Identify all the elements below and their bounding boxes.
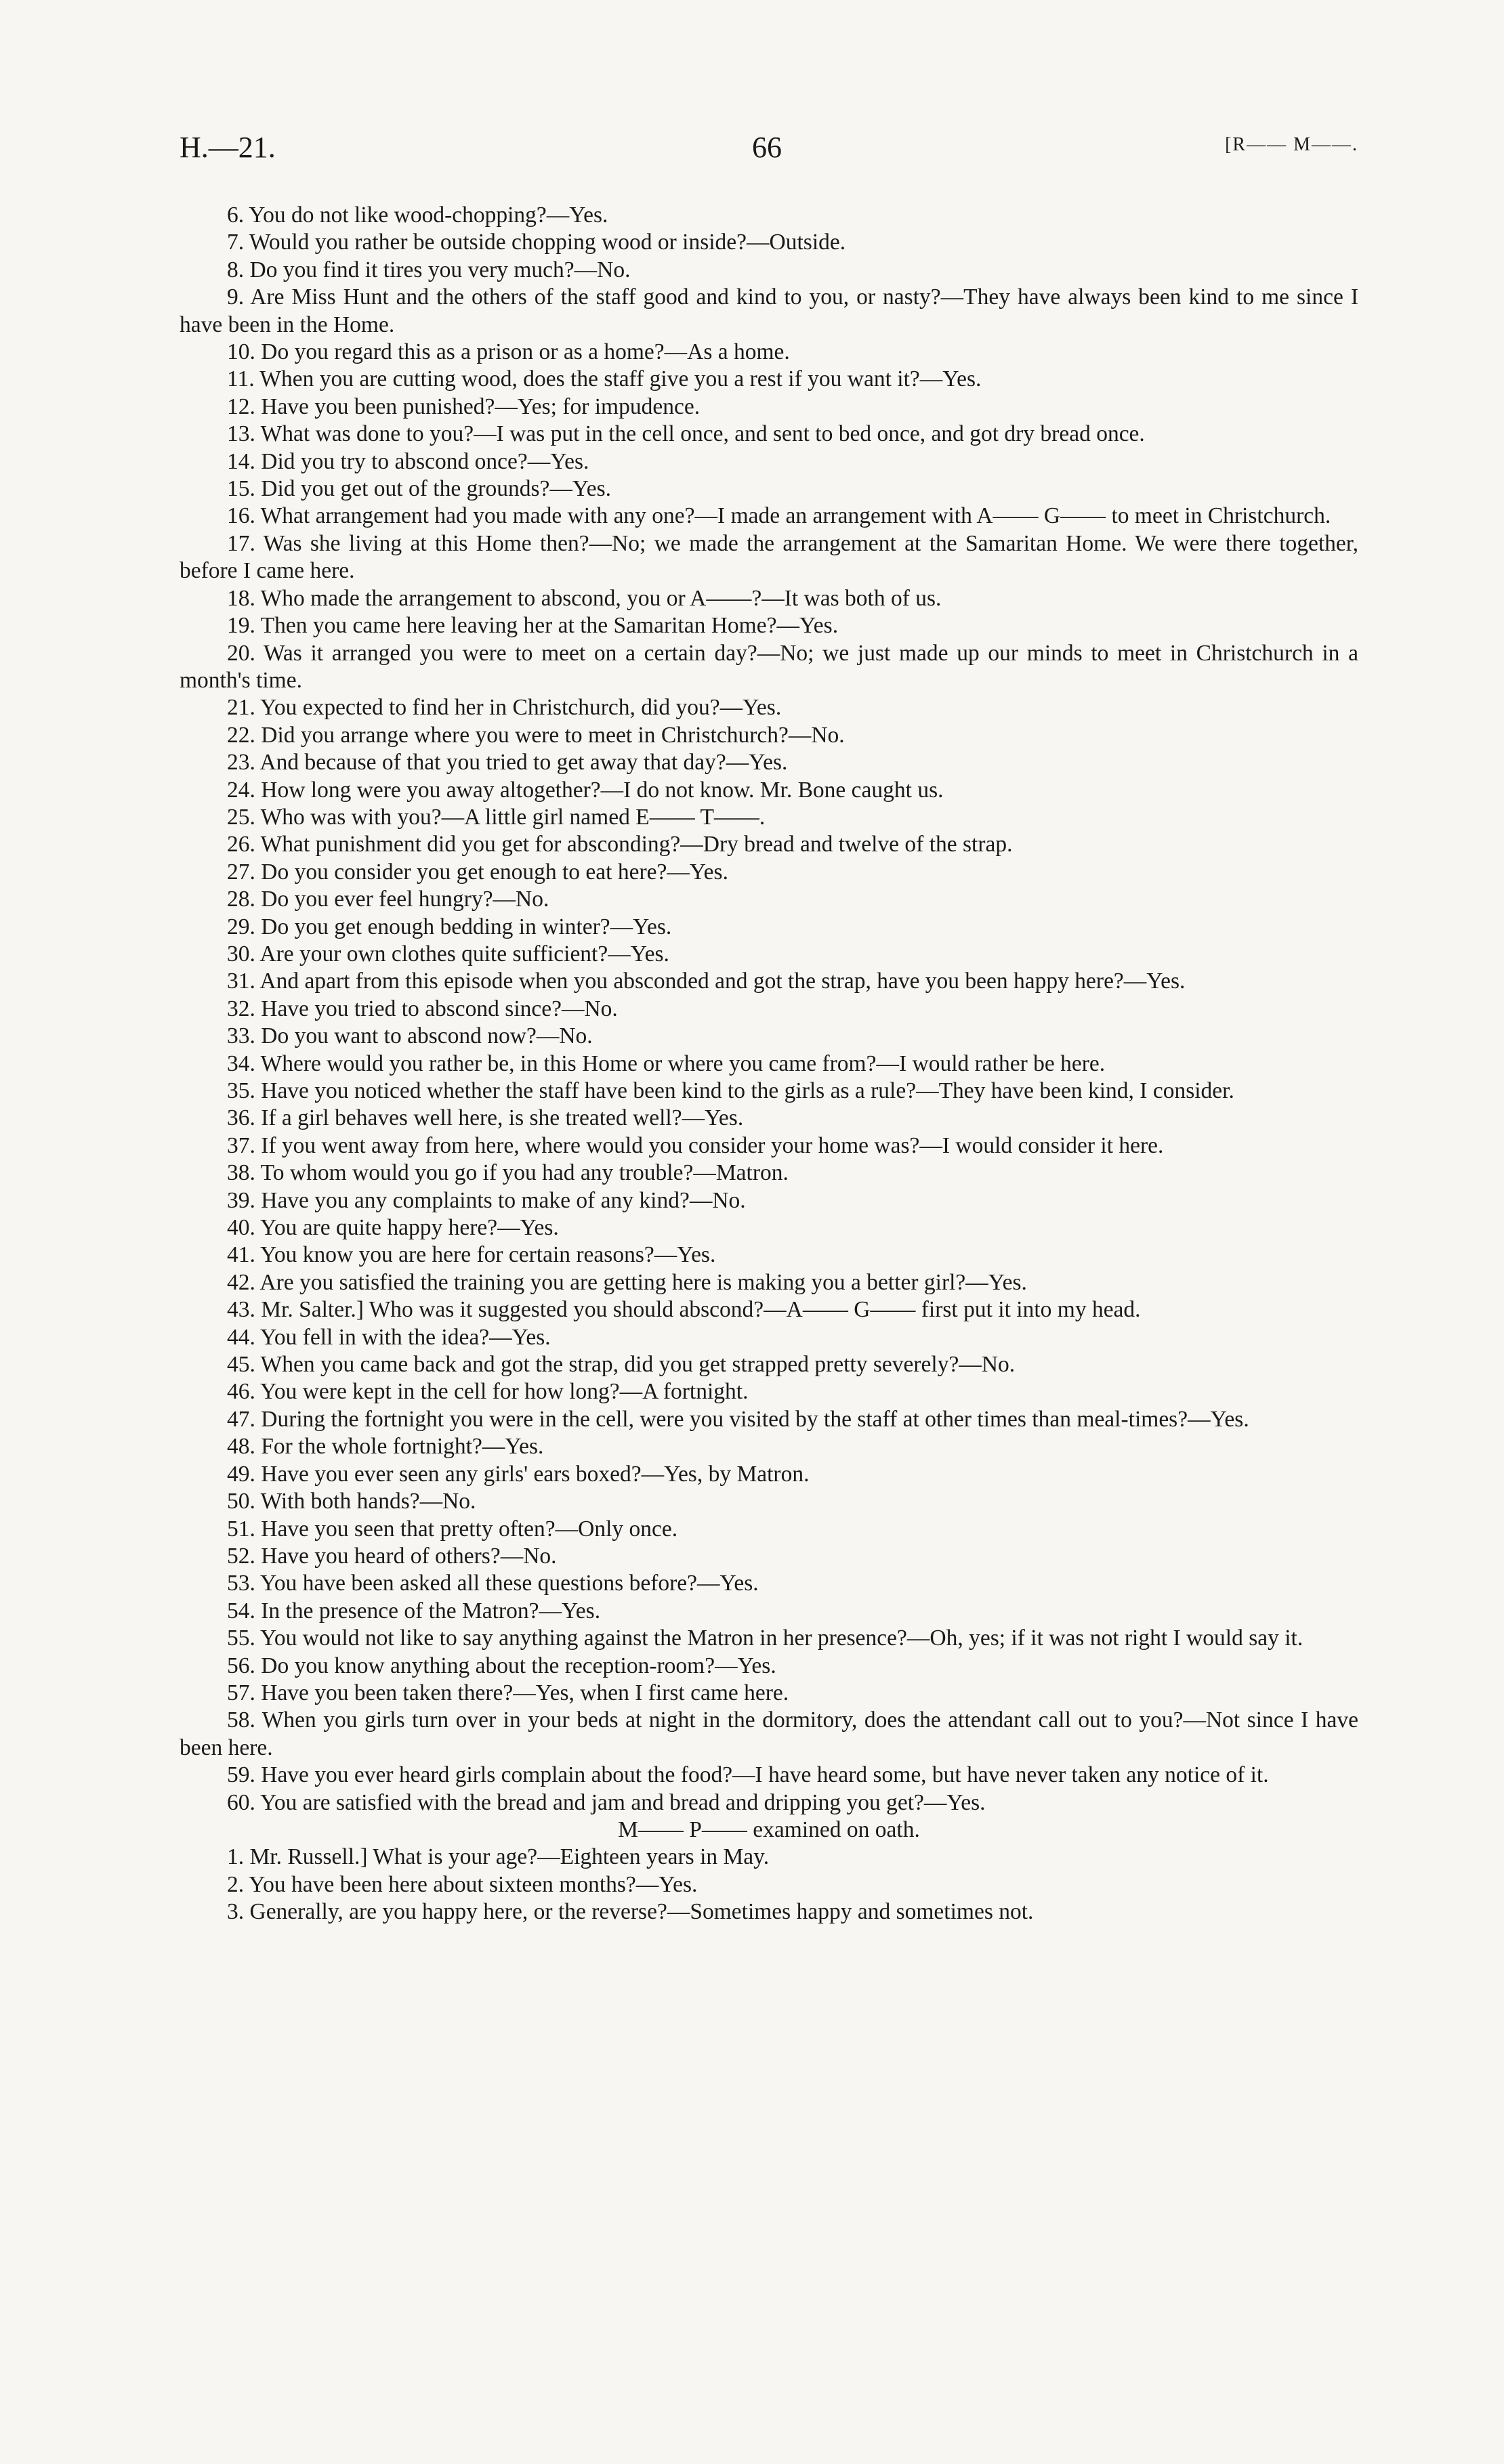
question-answer: 45. When you came back and got the strap, did you get strapped pretty severely?—No. bbox=[227, 1352, 1016, 1378]
question-answer: 12. Have you been punished?—Yes; for impudence. bbox=[227, 394, 701, 419]
question-answer: 20. Was it arranged you were to meet on a certain day?—No; we just made up our minds to meet in Christchurch in a month's time. bbox=[180, 640, 1358, 693]
question-answer: 32. Have you tried to abscond since?—No. bbox=[227, 996, 618, 1021]
question-answer: 44. You fell in with the idea?—Yes. bbox=[227, 1324, 551, 1350]
question-answer: 58. When you girls turn over in your beds at night in the dormitory, does the attendant call out to you?—Not since I have been here. bbox=[180, 1707, 1358, 1760]
question-answer: 37. If you went away from here, where would you consider your home was?—I would consider it here. bbox=[227, 1132, 1164, 1158]
question-answer: 7. Would you rather be outside chopping wood or inside?—Outside. bbox=[227, 230, 846, 255]
question-answer: 57. Have you been taken there?—Yes, when I first came here. bbox=[227, 1680, 789, 1705]
question-answer: 55. You would not like to say anything against the Matron in her presence?—Oh, yes; if it was not right I would say it. bbox=[227, 1626, 1303, 1651]
question-list bbox=[180, 202, 1358, 1817]
question-answer: 24. How long were you away altogether?—I do not know. Mr. Bone caught us. bbox=[227, 777, 944, 803]
second-question-list bbox=[180, 1844, 1358, 1926]
question-answer: 13. What was done to you?—I was put in the cell once, and sent to bed once, and got dry bread once. bbox=[227, 421, 1145, 447]
question-answer: 46. You were kept in the cell for how long?—A fortnight. bbox=[227, 1379, 749, 1405]
question-answer: 22. Did you arrange where you were to meet in Christchurch?—No. bbox=[227, 722, 845, 748]
question-answer: 11. When you are cutting wood, does the staff give you a rest if you want it?—Yes. bbox=[227, 366, 982, 392]
question-answer: 30. Are your own clothes quite sufficient?—Yes. bbox=[227, 941, 669, 967]
page-header bbox=[180, 130, 1358, 171]
second-witness-section bbox=[180, 1817, 1358, 1926]
question-answer: 52. Have you heard of others?—No. bbox=[227, 1543, 557, 1569]
question-answer: 39. Have you any complaints to make of any kind?—No. bbox=[227, 1187, 746, 1213]
question-answer: 3. Generally, are you happy here, or the reverse?—Sometimes happy and sometimes not. bbox=[227, 1899, 1034, 1925]
question-answer: 29. Do you get enough bedding in winter?—Yes. bbox=[227, 914, 672, 939]
question-answer: 14. Did you try to abscond once?—Yes. bbox=[227, 448, 589, 474]
question-answer: 16. What arrangement had you made with any one?—I made an arrangement with A—— G—— to meet in Christchurch. bbox=[227, 503, 1331, 529]
question-answer: 26. What punishment did you get for absconding?—Dry bread and twelve of the strap. bbox=[227, 832, 1013, 857]
question-answer: 8. Do you find it tires you very much?—No. bbox=[227, 257, 631, 282]
question-answer: 60. You are satisfied with the bread and jam and bread and dripping you get?—Yes. bbox=[227, 1789, 986, 1815]
question-answer: 47. During the fortnight you were in the cell, were you visited by the staff at other times than meal-times?—Yes. bbox=[227, 1406, 1249, 1432]
document-reference: H.—21. bbox=[180, 131, 276, 164]
question-answer: 31. And apart from this episode when you absconded and got the strap, have you been happy here?—Yes. bbox=[227, 969, 1186, 994]
question-answer: 54. In the presence of the Matron?—Yes. bbox=[227, 1598, 601, 1623]
question-answer: 53. You have been asked all these questions before?—Yes. bbox=[227, 1571, 759, 1596]
question-answer: 51. Have you seen that pretty often?—Only once. bbox=[227, 1516, 678, 1542]
question-answer: 33. Do you want to abscond now?—No. bbox=[227, 1023, 593, 1049]
question-answer: 36. If a girl behaves well here, is she treated well?—Yes. bbox=[227, 1105, 744, 1131]
testimony-body bbox=[180, 202, 1358, 1926]
question-answer: 6. You do not like wood-chopping?—Yes. bbox=[227, 203, 608, 228]
question-answer: 2. You have been here about sixteen months?—Yes. bbox=[227, 1871, 698, 1897]
question-answer: 42. Are you satisfied the training you are getting here is making you a better girl?—Yes. bbox=[227, 1269, 1027, 1295]
question-answer: 1. Mr. Russell.] What is your age?—Eighteen years in May. bbox=[227, 1844, 770, 1870]
question-answer: 18. Who made the arrangement to abscond, you or A——?—It was both of us. bbox=[227, 585, 942, 611]
witness-initials: [R—— M——. bbox=[1225, 134, 1358, 155]
question-answer: 49. Have you ever seen any girls' ears boxed?—Yes, by Matron. bbox=[227, 1461, 810, 1487]
question-answer: 48. For the whole fortnight?—Yes. bbox=[227, 1434, 544, 1460]
question-answer: 38. To whom would you go if you had any trouble?—Matron. bbox=[227, 1160, 789, 1186]
question-answer: 40. You are quite happy here?—Yes. bbox=[227, 1215, 559, 1241]
question-answer: 27. Do you consider you get enough to eat here?—Yes. bbox=[227, 859, 728, 885]
question-answer: 34. Where would you rather be, in this Home or where you came from?—I would rather be here. bbox=[227, 1050, 1106, 1076]
question-answer: 41. You know you are here for certain reasons?—Yes. bbox=[227, 1242, 716, 1268]
question-answer: 50. With both hands?—No. bbox=[227, 1489, 476, 1514]
question-answer: 19. Then you came here leaving her at the Samaritan Home?—Yes. bbox=[227, 613, 839, 639]
page-number: 66 bbox=[752, 131, 782, 164]
question-answer: 59. Have you ever heard girls complain about the food?—I have heard some, but have never taken any notice of it. bbox=[227, 1762, 1269, 1788]
question-answer: 28. Do you ever feel hungry?—No. bbox=[227, 887, 549, 912]
question-answer: 35. Have you noticed whether the staff have been kind to the girls as a rule?—They have been kind, I consider. bbox=[227, 1078, 1234, 1103]
question-answer: 25. Who was with you?—A little girl named E—— T——. bbox=[227, 804, 766, 830]
question-answer: 56. Do you know anything about the reception-room?—Yes. bbox=[227, 1653, 776, 1678]
question-answer: 17. Was she living at this Home then?—No; we made the arrangement at the Samaritan Home. We were there together, before I came here. bbox=[180, 530, 1358, 584]
question-answer: 23. And because of that you tried to get away that day?—Yes. bbox=[227, 750, 788, 776]
question-answer: 15. Did you get out of the grounds?—Yes. bbox=[227, 476, 611, 502]
question-answer: 21. You expected to find her in Christchurch, did you?—Yes. bbox=[227, 695, 782, 721]
question-answer: 9. Are Miss Hunt and the others of the staff good and kind to you, or nasty?—They have always been kind to me since I have been in the Home. bbox=[180, 284, 1358, 337]
section-heading: M—— P—— examined on oath. bbox=[618, 1817, 920, 1842]
question-answer: 10. Do you regard this as a prison or as a home?—As a home. bbox=[227, 339, 790, 365]
question-answer: 43. Mr. Salter.] Who was it suggested you should abscond?—A—— G—— first put it into my head. bbox=[227, 1297, 1141, 1323]
